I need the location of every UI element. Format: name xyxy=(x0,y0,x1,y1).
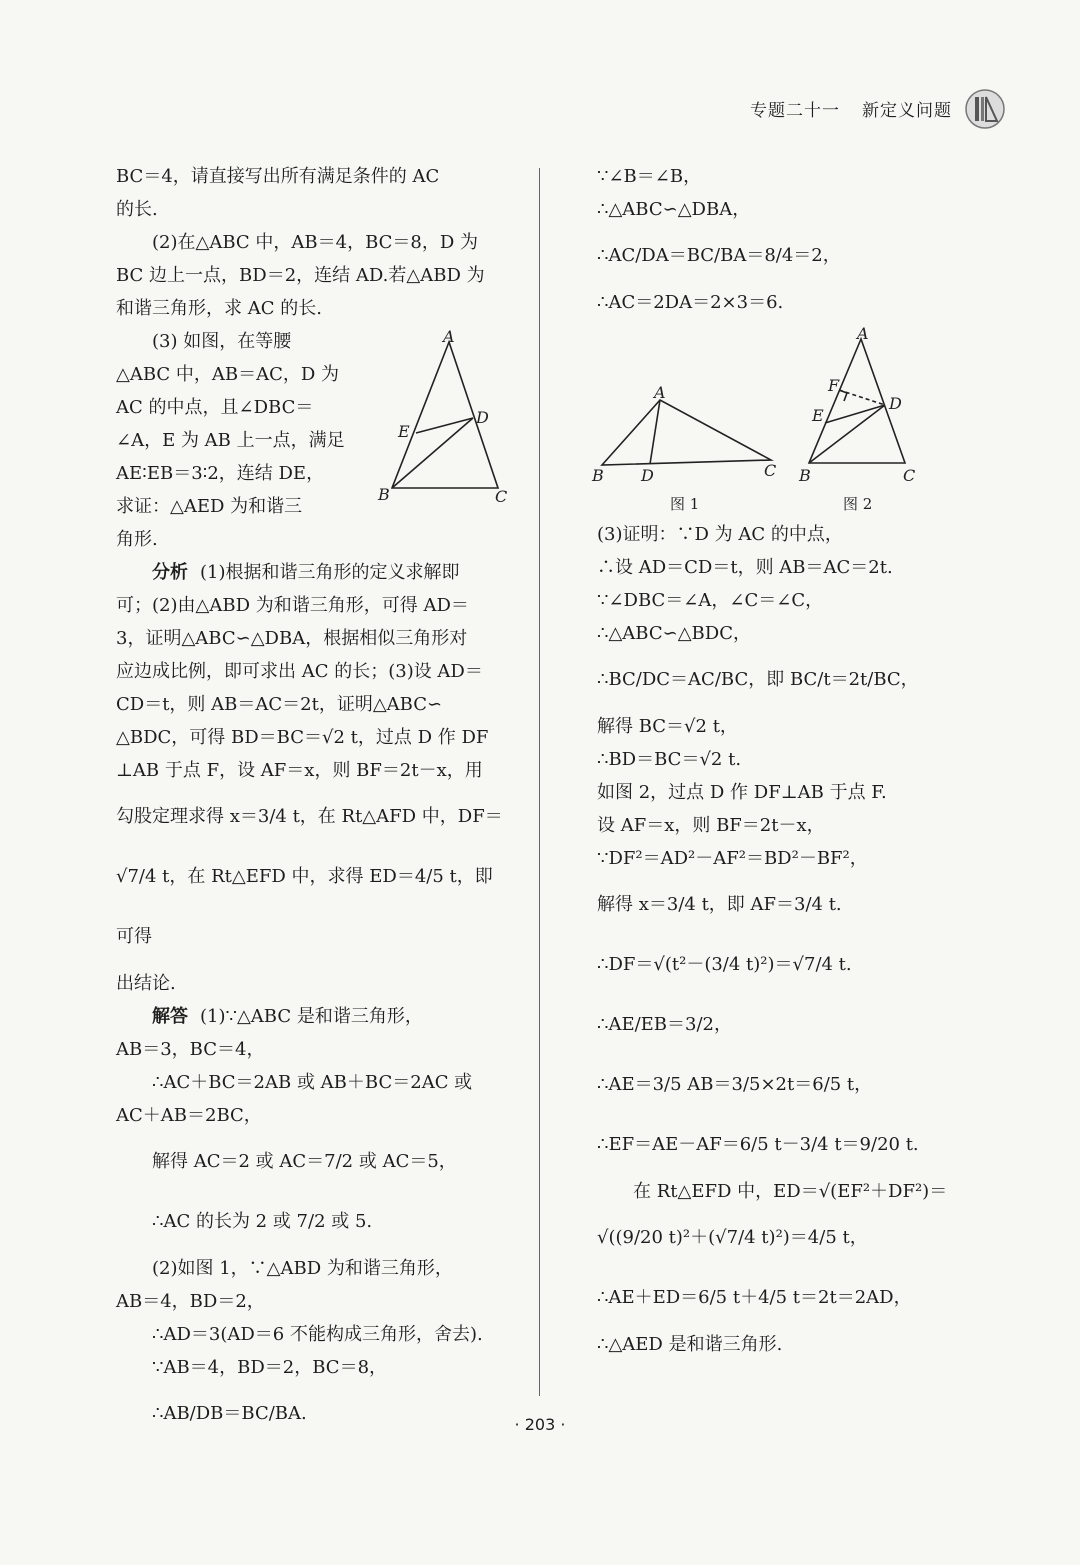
text-line: ∵AB＝4，BD＝2，BC＝8， xyxy=(152,1357,388,1378)
text-line: BC 边上一点，BD＝2，连结 AD.若△ABD 为 xyxy=(116,265,485,286)
text-line: 3，证明△ABC∽△DBA，根据相似三角形对 xyxy=(116,628,468,649)
page-number: · 203 · xyxy=(514,1415,566,1434)
text-line: 解得 x＝3/4 t，即 AF＝3/4 t. xyxy=(597,894,842,915)
triangle-figure-2 xyxy=(795,325,925,490)
figure-1-caption: 图 1 xyxy=(670,495,700,513)
label-E: E xyxy=(812,406,824,425)
label-B: B xyxy=(799,466,811,485)
text-line: ∴AD＝3(AD＝6 不能构成三角形，舍去). xyxy=(152,1324,483,1345)
right-column-bottom xyxy=(597,518,957,1361)
text-line: ∵∠B＝∠B， xyxy=(597,166,702,187)
text-line: ∵DF²＝AD²－AF²＝BD²－BF²， xyxy=(597,848,868,869)
text-line: ∴AC＋BC＝2AB 或 AB＋BC＝2AC 或 xyxy=(152,1072,473,1093)
text-line: 设 AF＝x，则 BF＝2t－x， xyxy=(597,815,825,836)
text-line: AC＋AB＝2BC， xyxy=(116,1105,262,1126)
label-C: C xyxy=(903,466,916,485)
label-B: B xyxy=(378,485,390,504)
label-C: C xyxy=(495,487,508,506)
text-line: ∵∠DBC＝∠A，∠C＝∠C， xyxy=(597,590,824,611)
running-header xyxy=(728,96,952,121)
label-C: C xyxy=(764,461,777,480)
text-line: △ABC 中，AB＝AC，D 为 xyxy=(116,364,340,385)
text-line: CD＝t，则 AB＝AC＝2t，证明△ABC∽ xyxy=(116,694,443,715)
text-line: ∠A，E 为 AB 上一点，满足 xyxy=(116,430,345,451)
text-line: 勾股定理求得 x＝3/4 t，在 Rt△AFD 中，DF＝ xyxy=(116,806,503,827)
text-line: (1)根据和谐三角形的定义求解即 xyxy=(200,562,460,583)
text-line: 应边成比例，即可求出 AC 的长；(3)设 AD＝ xyxy=(116,661,483,682)
triangle-figure-1 xyxy=(588,380,788,485)
label-E: E xyxy=(398,422,410,441)
label-A: A xyxy=(654,383,666,402)
text-line: ∴△ABC∽△DBA， xyxy=(597,199,751,220)
text-line: ∴DF＝√(t²－(3/4 t)²)＝√7/4 t. xyxy=(597,954,852,975)
right-column-top xyxy=(597,160,957,319)
text-line: ∴AE＝3/5 AB＝3/5×2t＝6/5 t， xyxy=(597,1074,873,1095)
text-line: (2)在△ABC 中，AB＝4，BC＝8，D 为 xyxy=(152,232,479,253)
text-line: 解得 BC＝√2 t， xyxy=(597,716,738,737)
text-line: AB＝3，BC＝4， xyxy=(116,1039,265,1060)
text-line: ∴△ABC∽△BDC， xyxy=(597,623,751,644)
text-line: √7/4 t，在 Rt△EFD 中，求得 ED＝4/5 t，即可得 xyxy=(116,866,493,947)
text-line: AC 的中点，且∠DBC＝ xyxy=(116,397,314,418)
label-D: D xyxy=(476,408,489,427)
text-line: ∴设 AD＝CD＝t，则 AB＝AC＝2t. xyxy=(597,557,893,578)
text-line: ∴AB/DB＝BC/BA. xyxy=(152,1403,307,1424)
solution-label: 解答 xyxy=(152,1006,188,1027)
header-title: 新定义问题 xyxy=(862,101,952,121)
triangle-figure-main xyxy=(370,330,520,510)
text-line: ∴AC＝2DA＝2×3＝6. xyxy=(597,292,784,313)
text-line: √((9/20 t)²＋(√7/4 t)²)＝4/5 t， xyxy=(597,1227,868,1248)
label-D: D xyxy=(641,466,654,485)
text-line: 的长. xyxy=(116,199,158,220)
text-line: AB＝4，BD＝2， xyxy=(116,1291,265,1312)
text-line: (2)如图 1，∵△ABD 为和谐三角形， xyxy=(152,1258,453,1279)
header-topic: 专题二十一 xyxy=(750,101,840,121)
text-line: AE∶EB＝3∶2，连结 DE， xyxy=(116,463,325,484)
label-F: F xyxy=(828,376,840,395)
text-line: 求证：△AED 为和谐三 xyxy=(116,496,303,517)
label-A: A xyxy=(443,330,455,346)
text-line: 如图 2，过点 D 作 DF⊥AB 于点 F. xyxy=(597,782,887,803)
text-line: ∴BC/DC＝AC/BC，即 BC/t＝2t/BC， xyxy=(597,669,919,690)
text-line: ∴AC/DA＝BC/BA＝8/4＝2， xyxy=(597,245,841,266)
text-line: (3) 如图，在等腰 xyxy=(152,331,292,352)
book-logo-icon xyxy=(964,88,1006,130)
text-line: 可；(2)由△ABD 为和谐三角形，可得 AD＝ xyxy=(116,595,469,616)
text-line: ∴AC 的长为 2 或 7/2 或 5. xyxy=(152,1211,373,1232)
text-line: BC＝4，请直接写出所有满足条件的 AC xyxy=(116,166,440,187)
column-divider xyxy=(539,168,540,1396)
text-line: ∴AE＋ED＝6/5 t＋4/5 t＝2t＝2AD， xyxy=(597,1287,912,1308)
text-line: 解得 AC＝2 或 AC＝7/2 或 AC＝5， xyxy=(152,1151,457,1172)
text-line: △BDC，可得 BD＝BC＝√2 t，过点 D 作 DF xyxy=(116,727,489,748)
label-D: D xyxy=(889,394,902,413)
text-line: 和谐三角形，求 AC 的长. xyxy=(116,298,322,319)
text-line: 角形. xyxy=(116,529,158,550)
text-line: ∴EF＝AE－AF＝6/5 t－3/4 t＝9/20 t. xyxy=(597,1134,919,1155)
text-line: ∴AE/EB＝3/2， xyxy=(597,1014,732,1035)
text-line: ∴△AED 是和谐三角形. xyxy=(597,1334,783,1355)
text-line: ⊥AB 于点 F，设 AF＝x，则 BF＝2t－x，用 xyxy=(116,760,483,781)
label-B: B xyxy=(592,466,604,485)
text-line: (3)证明：∵D 为 AC 的中点， xyxy=(597,524,843,545)
analysis-label: 分析 xyxy=(152,562,188,583)
figure-2-caption: 图 2 xyxy=(843,495,873,513)
text-line: ∴BD＝BC＝√2 t. xyxy=(597,749,742,770)
text-line: 在 Rt△EFD 中，ED＝√(EF²＋DF²)＝ xyxy=(633,1181,948,1202)
label-A: A xyxy=(857,325,869,343)
text-line: (1)∵△ABC 是和谐三角形， xyxy=(200,1006,423,1027)
text-line: 出结论. xyxy=(116,973,176,994)
